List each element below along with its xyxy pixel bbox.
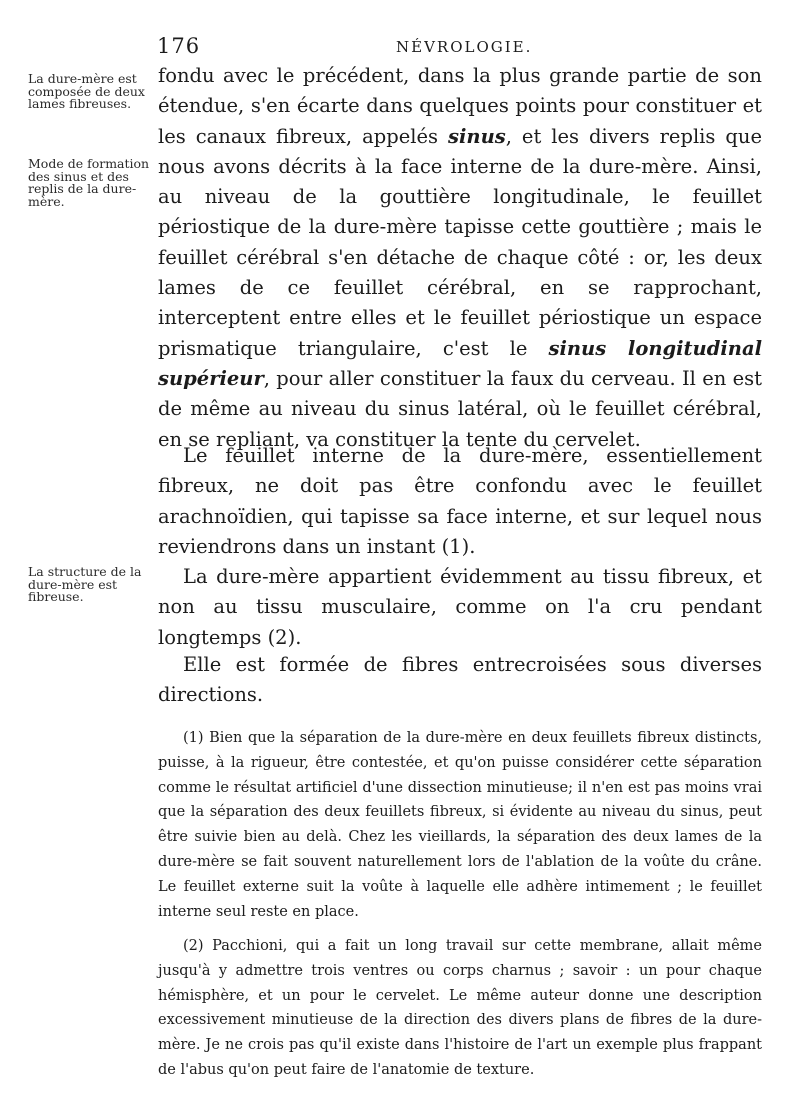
- paragraph-text: , et les divers replis que nous avons décrits à la face interne de la dure-mère. Ainsi, au niveau de la gouttière longitudinale, le feuillet périostique de la dure-mère tapisse cette gouttière ; mais le feuillet cérébral s'en détache de chaque côté : or, les deux lames de ce feuillet cérébral, en se rapprochant, interceptent entre elles et le feuillet périostique un espace prismatique triangulaire, c'est le: [158, 124, 762, 360]
- paragraph-fibres: Elle est formée de fibres entrecroisées sous diverses directions.: [158, 653, 762, 707]
- term-sinus: sinus: [448, 124, 506, 148]
- running-head: NÉVROLOGIE.: [396, 38, 533, 56]
- paragraph-sinus-formation: [158, 61, 762, 455]
- page-header: [0, 34, 800, 58]
- paragraph-feuillet-interne: Le feuillet interne de la dure-mère, essentiellement fibreux, ne doit pas être confondu avec le feuillet arachnoïdien, qui tapisse sa face interne, et sur lequel nous reviendrons dans un instant (1).: [158, 444, 762, 558]
- term-sinus-longitudinal: sinus longitudinal supérieur: [158, 336, 762, 390]
- margin-note-formation: Mode de formation des sinus et des replis de la dure-mère.: [28, 156, 150, 209]
- paragraph-structure: La dure-mère appartient évidemment au tissu fibreux, et non au tissu musculaire, comme on l'a cru pendant longtemps (2).: [158, 565, 762, 649]
- footnote-1: (1) Bien que la séparation de la dure-mère en deux feuillets fibreux distincts, puisse, à la rigueur, être contestée, et qu'on puisse considérer cette séparation comme le résultat artificiel d'une dissection minutieuse; il n'en est pas moins vrai que la séparation des deux feuillets fibreux, si évidente au niveau du sinus, peut être suivie bien au delà. Chez les vieillards, la séparation des deux lames de la dure-mère se fait souvent naturellement lors de l'ablation de la voûte du crâne. Le feuillet externe suit la voûte à laquelle elle adhère intimement ; le feuillet interne seul reste en place.: [158, 730, 762, 920]
- margin-note-composition: La dure-mère est composée de deux lames fibreuses.: [28, 71, 145, 111]
- margin-note-structure: La structure de la dure-mère est fibreuse.: [28, 564, 142, 604]
- paragraph-text: , pour aller constituer la faux du cerveau. Il en est de même au niveau du sinus latéral, où le feuillet cérébral, en se repliant, va constituer la tente du cervelet.: [158, 366, 762, 451]
- footnote-2: (2) Pacchioni, qui a fait un long travail sur cette membrane, allait même jusqu'à y admettre trois ventres ou corps charnus ; savoir : un pour chaque hémisphère, et un pour le cervelet. Le même auteur donne une description excessivement minutieuse de la direction des divers plans de fibres de la dure-mère. Je ne crois pas qu'il existe dans l'histoire de l'art un exemple plus frappant de l'abus qu'on peut faire de l'anatomie de texture.: [158, 938, 762, 1078]
- paragraph-text: fondu avec le précédent, dans la plus grande partie de son étendue, s'en écarte dans quelques points pour constituer et les canaux fibreux, appelés: [158, 64, 762, 148]
- page-number: 176: [157, 34, 201, 58]
